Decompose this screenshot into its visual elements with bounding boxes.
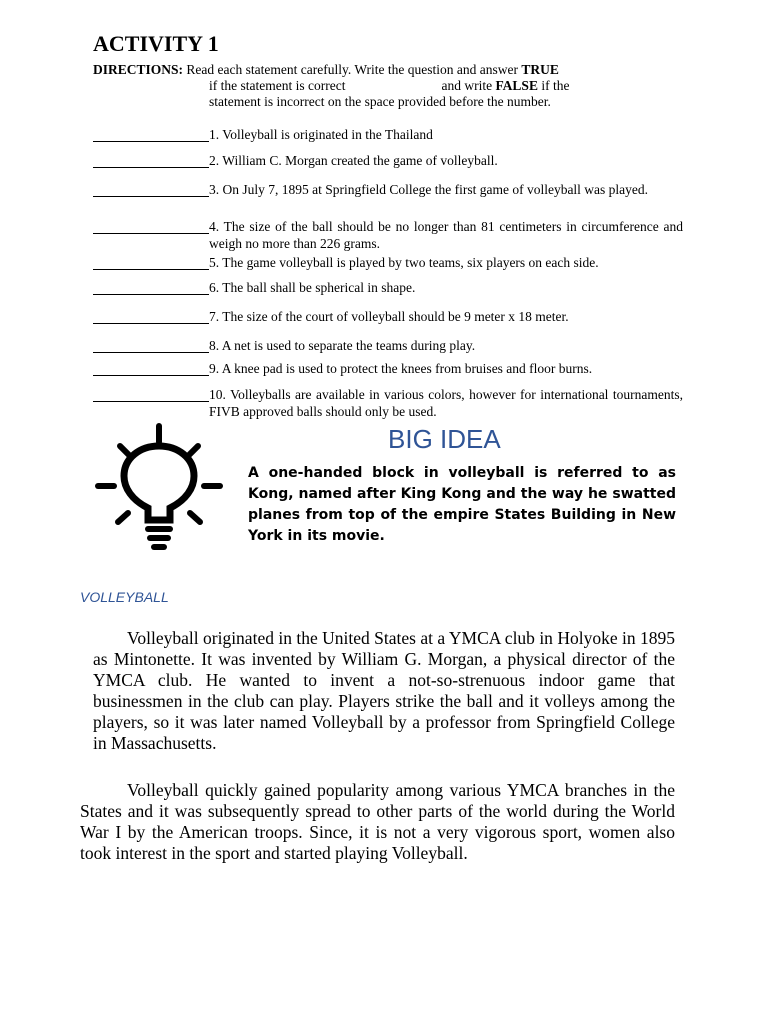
statement-item — [93, 152, 683, 169]
answer-blank[interactable] — [93, 126, 209, 142]
directions-text-4: if the — [541, 78, 570, 93]
statement-text: 7. The size of the court of volleyball should be 9 meter x 18 meter. — [209, 309, 569, 324]
paragraph: Volleyball originated in the United States at a YMCA club in Holyoke in 1895 as Mintonette. It was invented by William G. Morgan, a physical director of the YMCA club. He wanted to invent a not-so-strenuous indoor game that businessmen in the club can play. Players strike the ball and it volleys among the players, so it was later named Volleyball by a professor from Springfield College in Massachusetts. — [93, 628, 675, 753]
directions-label: DIRECTIONS: — [93, 62, 184, 77]
statement-item — [93, 218, 683, 252]
statement-item — [93, 279, 683, 296]
statement-text: 4. The size of the ball should be no longer than 81 centimeters in circumference and weigh no more than 226 grams. — [209, 219, 683, 251]
statement-text: 5. The game volleyball is played by two teams, six players on each side. — [209, 255, 599, 270]
directions-text-2: if the statement is correct — [209, 78, 346, 93]
big-idea-title: BIG IDEA — [388, 424, 501, 454]
statement-item — [93, 126, 683, 143]
statement-text: 2. William C. Morgan created the game of volleyball. — [209, 153, 498, 168]
activity-title: ACTIVITY 1 — [93, 31, 219, 56]
statement-item — [93, 386, 683, 420]
false-word: FALSE — [495, 78, 538, 93]
answer-blank[interactable] — [93, 254, 209, 270]
lightbulb-icon — [92, 420, 226, 554]
statement-text: 6. The ball shall be spherical in shape. — [209, 280, 416, 295]
statement-item — [93, 360, 683, 377]
big-idea-text: A one-handed block in volleyball is referred to as Kong, named after King Kong and the way he swatted planes from top of the empire States Building in New York in its movie. — [248, 465, 676, 544]
paragraph: Volleyball quickly gained popularity among various YMCA branches in the States and it was subsequently spread to other parts of the world during the World War I by the American troops. Since, it is not a very vigorous sport, women also took interest in the sport and started playing Volleyball. — [80, 780, 675, 863]
section-heading: VOLLEYBALL — [80, 589, 169, 605]
statement-text: 9. A knee pad is used to protect the knees from bruises and floor burns. — [209, 361, 593, 376]
directions-text-1: Read each statement carefully. Write the question and answer — [186, 62, 518, 77]
statement-text: 3. On July 7, 1895 at Springfield College the first game of volleyball was played. — [209, 182, 649, 197]
statement-text: 10. Volleyballs are available in various colors, however for international tournaments, FIVB approved balls should only be used. — [209, 387, 683, 419]
directions-line-2 — [93, 78, 673, 94]
answer-blank[interactable] — [93, 152, 209, 168]
answer-blank[interactable] — [93, 337, 209, 353]
statement-item — [93, 308, 683, 325]
answer-blank[interactable] — [93, 218, 209, 234]
statement-text: 1. Volleyball is originated in the Thailand — [209, 127, 433, 142]
answer-blank[interactable] — [93, 360, 209, 376]
statement-item — [93, 254, 683, 271]
answer-blank[interactable] — [93, 308, 209, 324]
true-word: TRUE — [521, 62, 559, 77]
statement-item — [93, 181, 683, 198]
statement-text: 8. A net is used to separate the teams during play. — [209, 338, 476, 353]
directions-text-5: statement is incorrect on the space provided before the number. — [209, 94, 551, 109]
answer-blank[interactable] — [93, 386, 209, 402]
answer-blank[interactable] — [93, 279, 209, 295]
answer-blank[interactable] — [93, 181, 209, 197]
statement-item — [93, 337, 683, 354]
directions — [93, 62, 673, 110]
directions-text-3: and write — [441, 78, 493, 93]
